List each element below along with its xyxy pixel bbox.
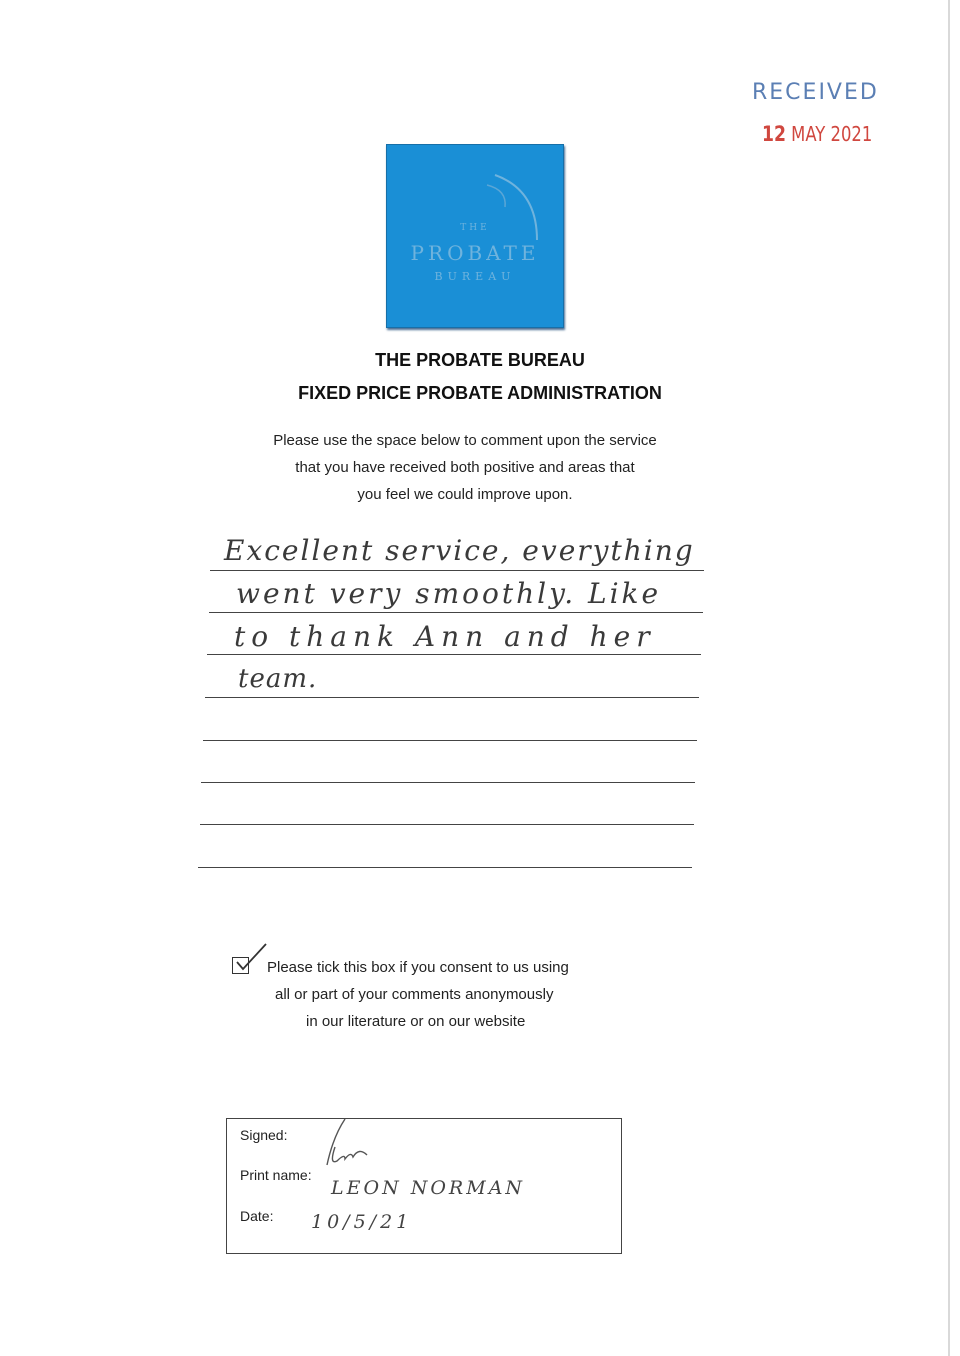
comment-rule bbox=[198, 867, 692, 868]
comment-rule bbox=[200, 824, 694, 825]
received-date-stamp bbox=[762, 122, 872, 146]
logo-probate-text: PROBATE bbox=[410, 241, 540, 265]
comment-rule bbox=[205, 697, 699, 698]
received-stamp: RECEIVED bbox=[752, 80, 879, 105]
handwritten-comment-line: team. bbox=[238, 664, 318, 694]
stamp-month-year: MAY 2021 bbox=[791, 122, 873, 146]
handwritten-comment-line: to thank Ann and her bbox=[234, 620, 656, 653]
instructions bbox=[0, 427, 930, 508]
signature-box bbox=[226, 1118, 622, 1254]
print-name-value: LEON NORMAN bbox=[331, 1177, 526, 1199]
consent-line: in our literature or on our website bbox=[306, 1013, 526, 1030]
instruction-line: that you have received both positive and areas that bbox=[295, 459, 635, 476]
consent-line: Please tick this box if you consent to us using bbox=[267, 959, 569, 976]
signature-icon bbox=[315, 1117, 375, 1177]
logo-arc-icon bbox=[387, 145, 563, 327]
consent-line: all or part of your comments anonymously bbox=[275, 986, 554, 1003]
print-name-label: Print name: bbox=[240, 1167, 312, 1183]
instruction-line: you feel we could improve upon. bbox=[357, 486, 573, 503]
probate-bureau-logo bbox=[386, 144, 564, 328]
date-label: Date: bbox=[240, 1208, 274, 1224]
consent-text bbox=[0, 954, 569, 1035]
page-subtitle: FIXED PRICE PROBATE ADMINISTRATION bbox=[298, 383, 662, 403]
page-edge bbox=[948, 0, 950, 1356]
instruction-line: Please use the space below to comment upon the service bbox=[273, 432, 657, 449]
comment-rule bbox=[210, 570, 704, 571]
signed-label: Signed: bbox=[240, 1127, 288, 1143]
stamp-day: 12 bbox=[762, 122, 786, 146]
comment-rule bbox=[201, 782, 695, 783]
comment-rule bbox=[207, 654, 701, 655]
logo-bureau-text: BUREAU bbox=[434, 270, 516, 283]
handwritten-comment-line: Excellent service, everything bbox=[224, 534, 695, 567]
handwritten-comment-line: went very smoothly. Like bbox=[236, 577, 662, 610]
page-title: THE PROBATE BUREAU bbox=[375, 350, 585, 370]
comment-rule bbox=[209, 612, 703, 613]
logo-the-text: THE bbox=[460, 223, 490, 233]
comment-rule bbox=[203, 740, 697, 741]
date-value: 10/5/21 bbox=[311, 1211, 413, 1233]
